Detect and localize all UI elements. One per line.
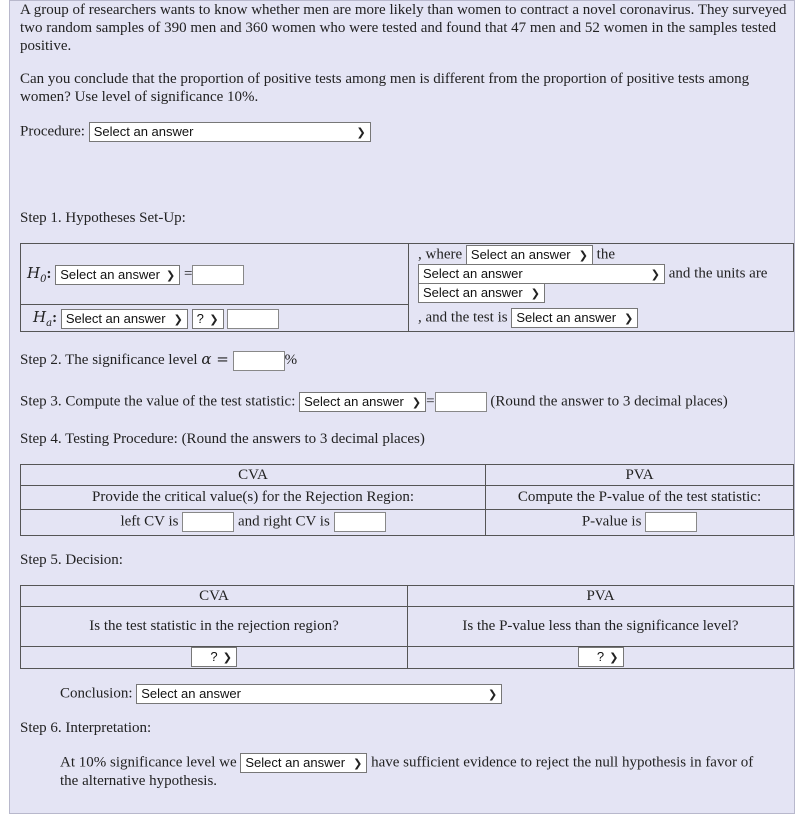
where-select[interactable]: Select an answer ❯ [466,245,593,265]
chevron-down-icon: ❯ [209,313,219,326]
h0-label: $H_0$ [27,264,47,285]
problem-question: Can you conclude that the proportion of positive tests among men is different from the proportion of positive tests among women? Use level of significance 10%. [20,71,750,105]
question-panel [9,0,795,814]
where-row: , where Select an answer ❯ the [418,245,615,265]
chevron-down-icon: ❯ [353,758,363,770]
alpha-symbol: α = [201,350,229,368]
step3-title: Step 3. Compute the value of the test statistic: [20,393,296,410]
decision-pva-header: PVA [586,588,615,604]
chevron-down-icon: ❯ [650,269,660,281]
ha-parameter-select[interactable]: Select an answer ❯ [61,309,188,329]
chevron-down-icon: ❯ [609,652,619,664]
chevron-down-icon: ❯ [173,313,183,326]
procedure-row [20,122,371,142]
decision-cva-header: CVA [199,588,229,604]
test-type-row: , and the test is Select an answer ❯ [418,308,638,328]
significance-input[interactable] [233,351,285,371]
h0-equals: = [183,266,193,282]
description-select[interactable]: Select an answer ❯ [418,264,665,284]
step2-row: Step 2. The significance level α = % [20,350,297,371]
procedure-label: Procedure: [20,123,85,140]
chevron-down-icon: ❯ [624,313,634,325]
pva-question: Is the P-value less than the significance level? [462,618,739,634]
ha-row: $H_a$: Select an answer ❯ ? ❯ [33,308,279,333]
pvalue-input[interactable] [645,512,697,532]
right-cv-input[interactable] [334,512,386,532]
conclusion-select[interactable]: Select an answer ❯ [136,684,502,704]
conclusion-row [60,684,502,704]
ha-operator-select[interactable]: ? ❯ [192,309,224,329]
cva-header: CVA [238,467,268,483]
round-note: (Round the answer to 3 decimal places) [490,393,728,410]
pva-decision-select[interactable]: ? ❯ [578,647,624,667]
chevron-down-icon: ❯ [411,397,422,409]
pvalue-row: P-value is [486,512,793,532]
test-statistic-input[interactable] [435,392,487,412]
chevron-down-icon: ❯ [222,652,232,664]
chevron-down-icon: ❯ [578,250,588,262]
cva-instruction: Provide the critical value(s) for the Rejection Region: [92,489,414,505]
step4-title: Step 4. Testing Procedure: (Round the answers to 3 decimal places) [20,431,425,447]
h0-row: $H_0$: Select an answer ❯ = [27,264,244,289]
ha-value-input[interactable] [227,309,279,329]
decision-table [20,585,794,669]
ha-label: $H_a$ [33,308,53,329]
cva-decision-select[interactable]: ? ❯ [191,647,237,667]
step5-title: Step 5. Decision: [20,552,123,568]
interpretation-row: At 10% significance level we Select an answer ❯ have sufficient evidence to reject the null hypothesis in favor of [60,753,753,773]
h0-parameter-select[interactable]: Select an answer ❯ [55,265,180,285]
left-cv-input[interactable] [182,512,234,532]
procedure-select[interactable]: Select an answer ❯ [89,122,371,142]
cva-question: Is the test statistic in the rejection region? [89,618,339,634]
pva-header: PVA [625,467,654,483]
cv-row: left CV is and right CV is [21,512,485,532]
test-statistic-select[interactable]: Select an answer ❯ [299,392,426,412]
chevron-down-icon: ❯ [530,288,540,300]
step1-title: Step 1. Hypotheses Set-Up: [20,210,186,226]
problem-text: A group of researchers wants to know whether men are more likely than women to contract a novel coronavirus. They surveyed two random samples of 390 men and 360 women who were tested and found that 47 men and 52 women in the samples tested positive. [20,2,787,54]
units-row [418,283,545,303]
test-type-select[interactable]: Select an answer ❯ [511,308,638,328]
testing-procedure-table [20,464,794,536]
step6-title: Step 6. Interpretation: [20,720,152,736]
interpretation-select[interactable]: Select an answer ❯ [240,753,367,773]
chevron-down-icon: ❯ [488,689,498,701]
step2-title: Step 2. The significance level [20,352,198,368]
pva-instruction: Compute the P-value of the test statistic: [517,489,762,505]
chevron-down-icon: ❯ [356,127,366,139]
description-row: Select an answer ❯ and the units are [418,264,767,284]
chevron-down-icon: ❯ [166,269,176,282]
conclusion-label: Conclusion: [60,685,133,702]
hypotheses-table [20,243,794,332]
units-select[interactable]: Select an answer ❯ [418,283,545,303]
interpretation-line2: the alternative hypothesis. [60,773,218,789]
step3-row: Step 3. Compute the value of the test statistic: Select an answer ❯ = (Round the answer to 3 decimal places) [20,392,728,412]
h0-value-input[interactable] [192,265,244,285]
